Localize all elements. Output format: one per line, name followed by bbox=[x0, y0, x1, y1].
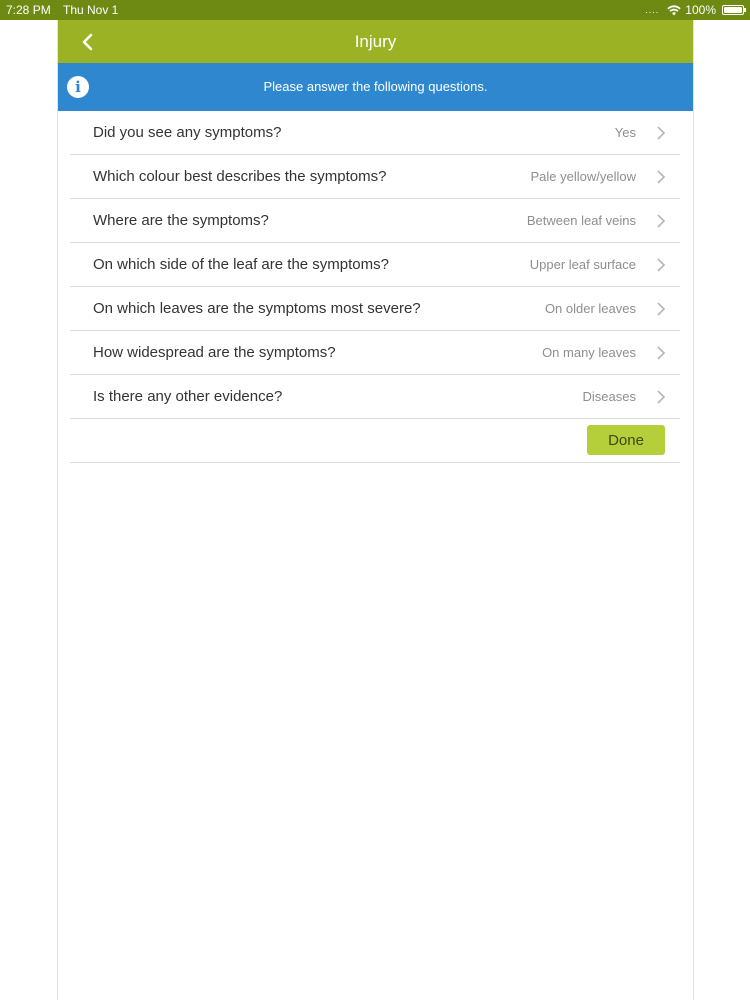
chevron-right-icon bbox=[656, 170, 666, 184]
battery-icon bbox=[722, 5, 744, 15]
question-label: Where are the symptoms? bbox=[93, 212, 269, 229]
wifi-icon bbox=[667, 4, 681, 16]
chevron-right-icon bbox=[656, 126, 666, 140]
info-icon: i bbox=[67, 76, 89, 98]
answer-value: Yes bbox=[614, 125, 636, 140]
question-row-colour[interactable] bbox=[70, 155, 680, 199]
question-row-symptoms-seen[interactable] bbox=[70, 111, 680, 155]
done-button[interactable]: Done bbox=[587, 425, 665, 455]
question-label: On which leaves are the symptoms most severe? bbox=[93, 300, 421, 317]
chevron-right-icon bbox=[656, 390, 666, 404]
answer-value: On older leaves bbox=[544, 301, 636, 316]
status-bar bbox=[0, 0, 750, 20]
question-label: How widespread are the symptoms? bbox=[93, 344, 336, 361]
info-banner bbox=[58, 63, 693, 111]
answer-value: Between leaf veins bbox=[526, 213, 636, 228]
done-row bbox=[70, 419, 680, 463]
question-list bbox=[70, 111, 680, 463]
status-time: 7:28 PM bbox=[6, 3, 51, 17]
question-label: Is there any other evidence? bbox=[93, 388, 283, 405]
question-label: On which side of the leaf are the symptoms? bbox=[93, 256, 389, 273]
injury-panel bbox=[58, 20, 693, 1000]
question-row-spread[interactable] bbox=[70, 331, 680, 375]
chevron-right-icon bbox=[656, 302, 666, 316]
battery-percent: 100% bbox=[685, 3, 716, 17]
right-gutter bbox=[693, 20, 750, 1000]
chevron-right-icon bbox=[656, 346, 666, 360]
chevron-right-icon bbox=[656, 258, 666, 272]
question-row-other-evidence[interactable] bbox=[70, 375, 680, 419]
question-label: Did you see any symptoms? bbox=[93, 124, 282, 141]
status-date: Thu Nov 1 bbox=[63, 3, 119, 17]
question-label: Which colour best describes the symptoms? bbox=[93, 168, 387, 185]
answer-value: Diseases bbox=[582, 389, 636, 404]
answer-value: On many leaves bbox=[542, 345, 636, 360]
left-gutter bbox=[0, 20, 58, 1000]
question-row-severity[interactable] bbox=[70, 287, 680, 331]
chevron-right-icon bbox=[656, 214, 666, 228]
question-row-location[interactable] bbox=[70, 199, 680, 243]
nav-bar bbox=[58, 20, 693, 63]
signal-dots: .... bbox=[645, 5, 660, 15]
answer-value: Upper leaf surface bbox=[529, 257, 636, 272]
info-message: Please answer the following questions. bbox=[263, 79, 488, 94]
status-indicators bbox=[645, 0, 744, 20]
page-title: Injury bbox=[354, 32, 397, 51]
answer-value: Pale yellow/yellow bbox=[530, 169, 636, 184]
question-row-leaf-side[interactable] bbox=[70, 243, 680, 287]
